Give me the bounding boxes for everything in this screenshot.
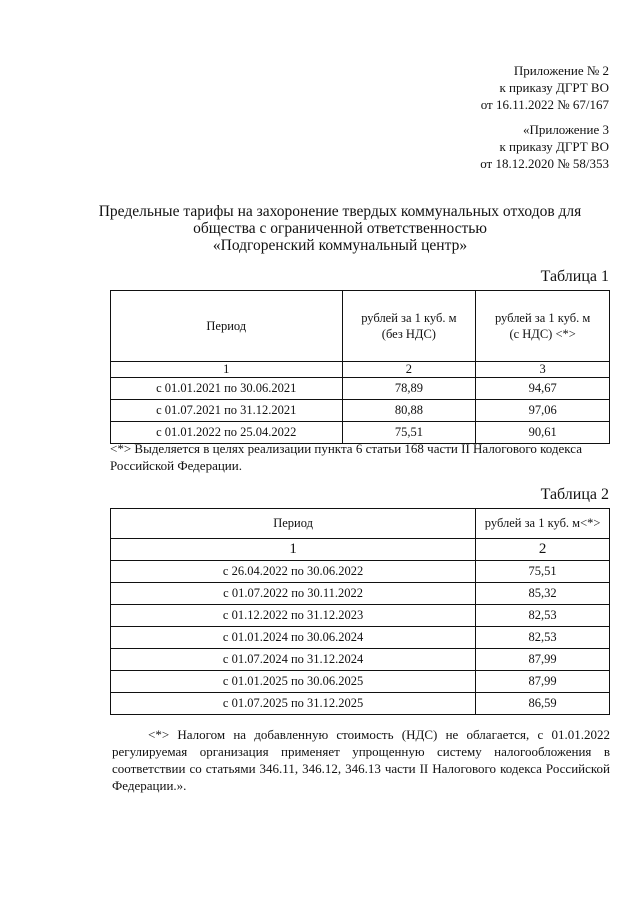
value-cell: 75,51	[342, 422, 476, 444]
value-cell: 87,99	[476, 671, 610, 693]
table-header-row	[111, 509, 610, 539]
table-row	[111, 649, 610, 671]
value-cell: 90,61	[476, 422, 610, 444]
table2-footnote: <*> Налогом на добавленную стоимость (НДС) не облагается, с 01.01.2022 регулируемая организация применяет упрощенную систему налогообложения в соответствии со статьями 346.11, 346.12, 346.13 части II Налогового кодекса Российской Федерации.».	[112, 727, 610, 793]
table-row	[111, 605, 610, 627]
value-cell: 75,51	[476, 561, 610, 583]
period-cell: с 01.07.2025 по 31.12.2025	[111, 693, 476, 715]
annex-line: к приказу ДГРТ ВО	[499, 80, 609, 95]
annex-header-current	[481, 62, 609, 113]
number-cell: 3	[476, 362, 610, 378]
number-cell: 2	[342, 362, 476, 378]
table-row	[111, 561, 610, 583]
table1-label: Таблица 1	[540, 268, 609, 285]
title-line: Предельные тарифы на захоронение твердых коммунальных отходов для	[98, 203, 582, 220]
value-cell: 94,67	[476, 378, 610, 400]
period-cell: с 01.01.2021 по 30.06.2021	[111, 378, 343, 400]
table-number-row	[111, 539, 610, 561]
period-cell: с 26.04.2022 по 30.06.2022	[111, 561, 476, 583]
annex-line: «Приложение 3	[522, 122, 609, 137]
number-cell: 1	[111, 539, 476, 561]
annex-header-previous	[480, 121, 609, 172]
period-cell: с 01.07.2024 по 31.12.2024	[111, 649, 476, 671]
value-cell: 78,89	[342, 378, 476, 400]
table-row	[111, 583, 610, 605]
title-line: общества с ограниченной ответственностью	[193, 220, 487, 237]
number-cell: 2	[476, 539, 610, 561]
value-cell: 82,53	[476, 605, 610, 627]
annex-line: Приложение № 2	[513, 63, 609, 78]
table2-label: Таблица 2	[540, 486, 609, 503]
annex-line: от 16.11.2022 № 67/167	[480, 97, 609, 112]
tariff-table-2	[110, 508, 610, 715]
period-cell: с 01.01.2022 по 25.04.2022	[111, 422, 343, 444]
header-cell: Период	[111, 291, 343, 362]
value-cell: 85,32	[476, 583, 610, 605]
header-cell: рублей за 1 куб. м<*>	[476, 509, 610, 539]
table-number-row	[111, 362, 610, 378]
value-cell: 86,59	[476, 693, 610, 715]
tariff-table-1	[110, 290, 610, 444]
table-row	[111, 627, 610, 649]
period-cell: с 01.07.2021 по 31.12.2021	[111, 400, 343, 422]
annex-line: от 18.12.2020 № 58/353	[480, 156, 609, 171]
value-cell: 82,53	[476, 627, 610, 649]
table-row	[111, 693, 610, 715]
title-line: «Подгоренский коммунальный центр»	[212, 237, 468, 254]
header-cell	[342, 291, 476, 362]
value-cell: 80,88	[342, 400, 476, 422]
value-cell: 97,06	[476, 400, 610, 422]
value-cell: 87,99	[476, 649, 610, 671]
period-cell: с 01.01.2024 по 30.06.2024	[111, 627, 476, 649]
header-text: рублей за 1 куб. м (без НДС)	[361, 311, 457, 341]
table-row	[111, 671, 610, 693]
number-cell: 1	[111, 362, 343, 378]
table-row	[111, 400, 610, 422]
header-cell	[476, 291, 610, 362]
period-cell: с 01.12.2022 по 31.12.2023	[111, 605, 476, 627]
header-text: рублей за 1 куб. м (с НДС) <*>	[494, 311, 591, 341]
period-cell: с 01.01.2025 по 30.06.2025	[111, 671, 476, 693]
document-title	[60, 203, 620, 254]
period-cell: с 01.07.2022 по 30.11.2022	[111, 583, 476, 605]
table-row	[111, 378, 610, 400]
table1-footnote: <*> Выделяется в целях реализации пункта 6 статьи 168 части II Налогового кодекса Российской Федерации.	[110, 441, 582, 473]
annex-line: к приказу ДГРТ ВО	[499, 139, 609, 154]
header-cell: Период	[111, 509, 476, 539]
table-header-row	[111, 291, 610, 362]
